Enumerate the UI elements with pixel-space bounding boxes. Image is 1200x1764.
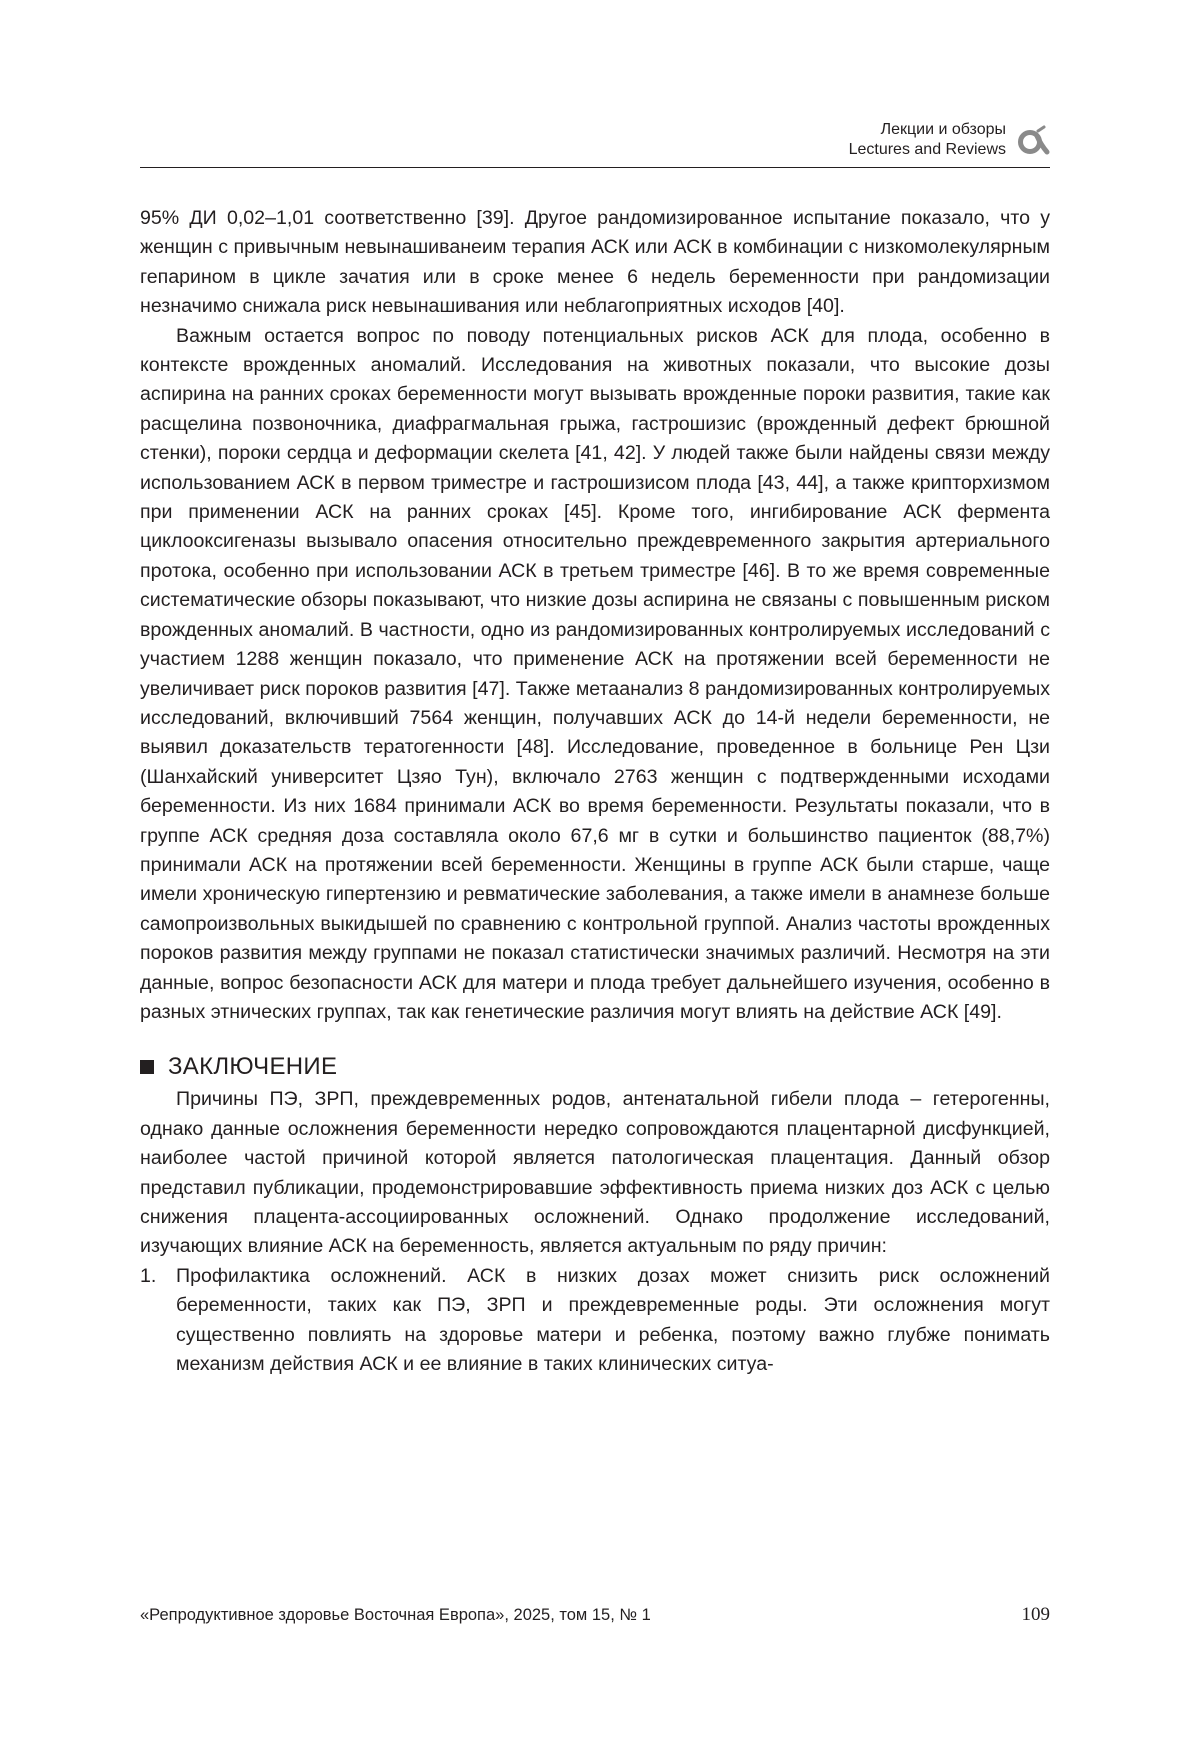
page-number: 109 [1021,1604,1050,1625]
alpha-symbol-icon [1016,123,1050,157]
running-header [849,120,1050,160]
section-title-ru: Лекции и обзоры [880,121,1006,138]
heading-bullet-square-icon [140,1060,154,1074]
paragraph-asa-risks: Важным остается вопрос по поводу потенциальных рисков АСК для плода, особенно в контексте врожденных аномалий. Исследования на животных показали, что высокие дозы аспирина на ранних сроках беременности могут вызывать врожденные пороки развития, такие как расщелина позвоночника, диафрагмальная грыжа, гастрошизис (врожденный дефект брюшной стенки), пороки сердца и деформации скелета [41, 42]. У людей также были найдены связи между использованием АСК в первом триместре и гастрошизисом плода [43, 44], а также крипторхизмом при применении АСК на ранних сроках [45]. Кроме того, ингибирование АСК фермента циклооксигеназы вызывало опасения относительно преждевременного закрытия артериального протока, особенно при использовании АСК в третьем триместре [46]. В то же время современные систематические обзоры показывают, что низкие дозы аспирина не связаны с повышенным риском врожденных аномалий. В частности, одно из рандомизированных контролируемых исследований с участием 1288 женщин показало, что применение АСК на протяжении всей беременности не увеличивает риск пороков развития [47]. Также метаанализ 8 рандомизированных контролируемых исследований, включивший 7564 женщин, получавших АСК до 14-й недели беременности, не выявил доказательств тератогенности [48]. Исследование, проведенное в больнице Рен Цзи (Шанхайский университет Цзяо Тун), включало 2763 женщин с подтвержденными исходами беременности. Из них 1684 принимали АСК во время беременности. Результаты показали, что в группе АСК средняя доза составляла около 67,6 мг в сутки и большинство пациенток (88,7%) принимали АСК на протяжении всей беременности. Женщины в группе АСК были старше, чаще имели хроническую гипертензию и ревматические заболевания, а также имели в анамнезе больше самопроизвольных выкидышей по сравнению с контрольной группой. Анализ частоты врожденных пороков развития между группами не показал статистически значимых различий. Несмотря на эти данные, вопрос безопасности АСК для матери и плода требует дальнейшего изучения, особенно в разных этнических группах, так как генетические различия могут влиять на действие АСК [49]. [140,324,1050,1023]
header-rule [140,167,1050,168]
section-title-en: Lectures and Reviews [848,141,1006,158]
section-titles [849,120,1006,160]
list-item [140,1262,1050,1380]
article-body [140,204,1050,1379]
conclusion-heading-text: ЗАКЛЮЧЕНИЕ [168,1053,338,1081]
journal-citation: «Репродуктивное здоровье Восточная Европа», 2025, том 15, № 1 [140,1606,651,1624]
journal-page [140,0,1050,1764]
paragraph-continued: 95% ДИ 0,02–1,01 соответственно [39]. Другое рандомизированное испытание показало, что у женщин с привычным невынашиванеим терапия АСК или АСК в комбинации с низкомолекулярным гепарином в цикле зачатия или в сроке менее 6 недель беременности при рандомизации незначимо снижала риск невынашивания или неблагоприятных исходов [40]. [140,207,1050,318]
conclusion-list [140,1262,1050,1380]
conclusion-heading [140,1049,1050,1085]
conclusion-paragraph: Причины ПЭ, ЗРП, преждевременных родов, антенатальной гибели плода – гетерогенны, однако данные осложнения беременности нередко сопровождаются плацентарной дисфункцией, наиболее частой причиной которой является патологическая плацентация. Данный обзор представил публикации, продемонстрировавшие эффективность приема низких доз АСК с целью снижения плацента-ассоциированных осложнений. Однако продолжение исследований, изучающих влияние АСК на беременность, является актуальным по ряду причин: [140,1088,1050,1258]
page-footer [140,1604,1050,1626]
list-item-number: 1. [140,1264,157,1287]
list-item-text: Профилактика осложнений. АСК в низких дозах может снизить риск осложнений беременности, таких как ПЭ, ЗРП и преждевременные роды. Эти осложнения могут существенно повлиять на здоровье матери и ребенка, поэтому важно глубже понимать механизм действия АСК и ее влияние в таких клинических ситуа- [176,1264,1050,1376]
